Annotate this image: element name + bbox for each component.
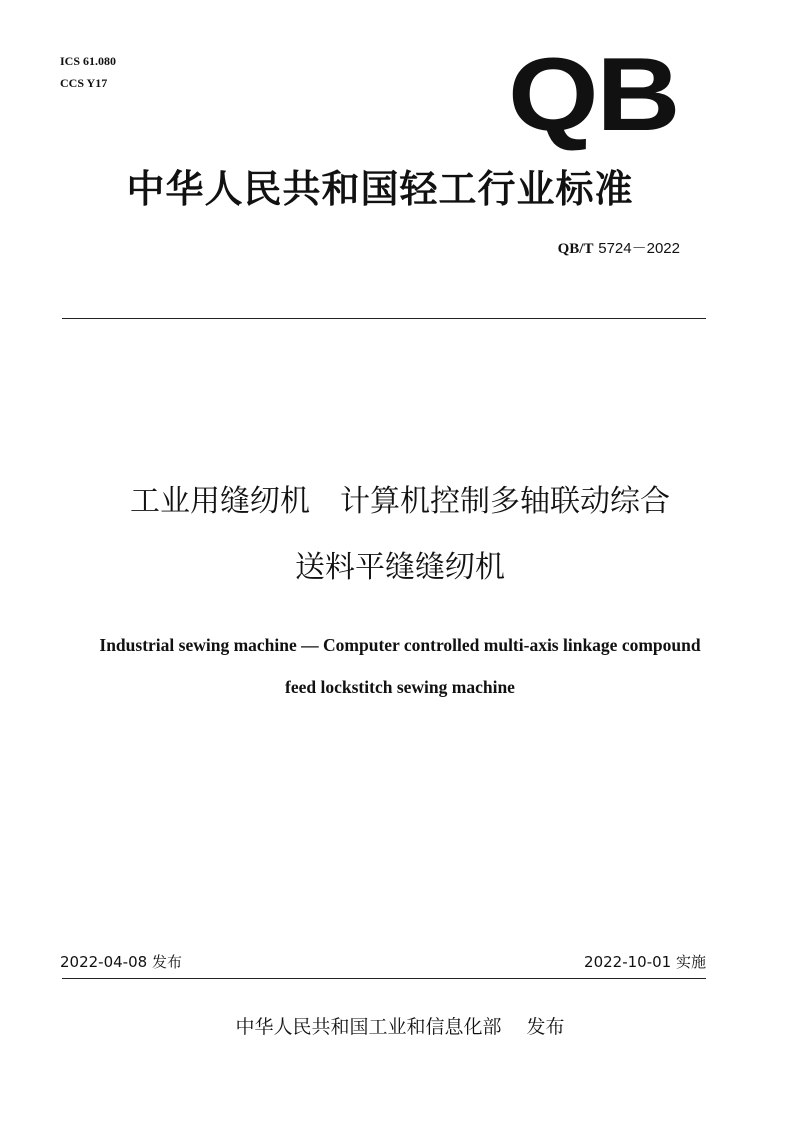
standard-code: QB/T xyxy=(557,241,594,257)
title-en-line1: Industrial sewing machine — Computer controlled multi-axis linkage compound xyxy=(99,635,701,655)
title-zh-line1: 工业用缝纫机 计算机控制多轴联动综合 xyxy=(130,484,670,519)
publish-date: 2022-04-08 发布 xyxy=(60,953,182,971)
ccs-code: CCS Y17 xyxy=(60,76,108,90)
title-en-line2: feed lockstitch sewing machine xyxy=(285,677,515,697)
title-zh-line2: 送料平缝缝纫机 xyxy=(295,550,505,585)
issuer: 中华人民共和国工业和信息化部 发布 xyxy=(235,1016,565,1038)
top-divider xyxy=(62,318,706,319)
implement-date: 2022-10-01 实施 xyxy=(584,953,706,971)
org-title: 中华人民共和国轻工行业标准 xyxy=(126,167,634,211)
ics-code: ICS 61.080 xyxy=(60,54,117,68)
standard-digits: 5724－2022 xyxy=(598,240,680,257)
standard-number xyxy=(558,238,680,259)
bottom-divider xyxy=(62,978,706,979)
qb-logo: QB xyxy=(508,37,679,153)
